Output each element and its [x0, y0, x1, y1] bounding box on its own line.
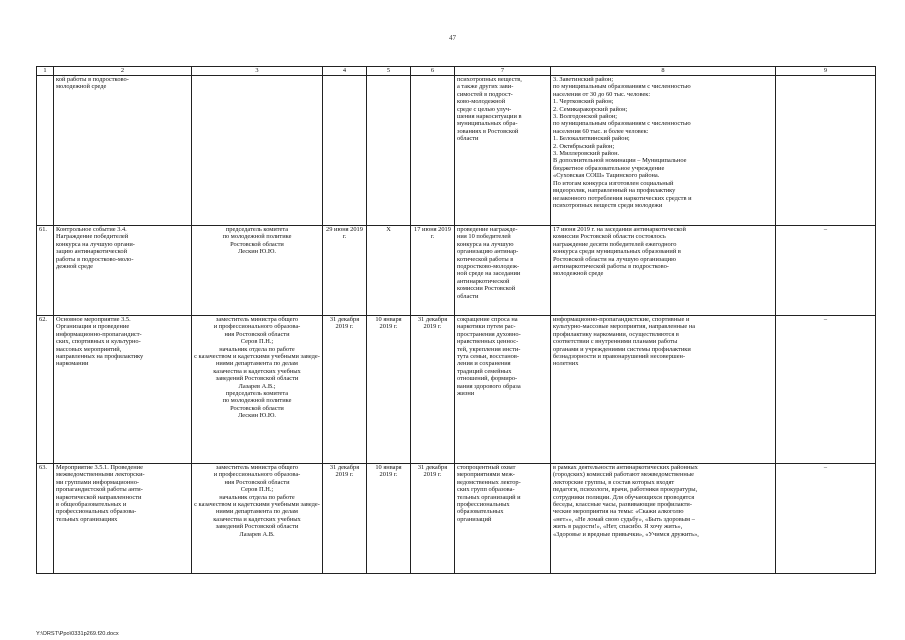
actual-result [551, 464, 776, 574]
responsible-person-line: председатель комитета [225, 226, 289, 233]
row-number: 62. [37, 316, 54, 464]
planned-result-line: области [457, 292, 479, 300]
column-header: 6 [411, 67, 455, 76]
table-row [37, 316, 876, 464]
responsible-person [192, 464, 323, 574]
actual-result [551, 76, 776, 226]
responsible-person-line: Ростовской области [230, 240, 284, 248]
responsible-person-line: по молодежной политике [222, 233, 292, 241]
actual-result-line: органами и учреждениями системы профилактики [553, 345, 691, 353]
actual-result-line: (городских) комиссий работают межведомственные [553, 471, 694, 479]
actual-result-line: награждение десяти победителей ежегодного [553, 240, 677, 248]
deviation-reason: – [776, 464, 876, 574]
event-name [54, 316, 192, 464]
planned-date [323, 76, 367, 226]
actual-result-line: по муниципальным образованиям с численностью [553, 83, 691, 91]
responsible-person [192, 316, 323, 464]
actual-result-line: бюджетное образовательное учреждение [553, 164, 665, 172]
row-number [37, 76, 54, 226]
event-name [54, 226, 192, 316]
event-name-line: межведомственными лекторски- [56, 471, 145, 479]
planned-result-line: сокращение спроса на [457, 316, 518, 323]
event-name-line: ми группами информационно- [56, 478, 140, 486]
responsible-person-line: Лескин Ю.Ю. [238, 412, 276, 420]
event-name-line: молодежной среде [56, 83, 107, 91]
actual-result-line: безнадзорности и правонарушений несовершен- [553, 353, 686, 361]
page-number: 47 [449, 34, 456, 42]
event-name [54, 76, 192, 226]
column-header: 3 [192, 67, 323, 76]
planned-result-line: муниципальных обра- [457, 120, 518, 128]
actual-result-line: конкурса среди муниципальных образований в [553, 248, 681, 256]
actual-result-line: сотрудники полиции. Для обучающихся проводятся [553, 493, 695, 501]
actual-result-line: психотропных веществ среди молодежи [553, 201, 663, 209]
event-name-line: массовых мероприятий, [56, 345, 122, 353]
actual-result-line: 3. Миллеровский район. [553, 150, 620, 158]
planned-result-line: пространения духовно- [457, 330, 521, 338]
event-name-line: в общеобразовательных и [56, 501, 127, 509]
actual-result-line: В дополнительной номинации – Муниципальное [553, 157, 687, 165]
column-header: 5 [367, 67, 411, 76]
actual-result-line: Ростовской области на лучшую организацию [553, 255, 676, 263]
actual-result-line: 17 июня 2019 г. на заседании антинаркотической [553, 226, 686, 233]
file-path-footer: Y:\ORST\Ppo\0331p269.f20.docx [36, 631, 119, 637]
planned-result-line: нравственных ценнос- [457, 338, 519, 346]
actual-result-line: 2. Октябрьский район; [553, 142, 615, 150]
event-name-line: информационно-пропагандист- [56, 330, 142, 338]
column-header: 1 [37, 67, 54, 76]
responsible-person-line: ниями департамента по делам [216, 508, 298, 516]
expected-date: 10 января 2019 г. [367, 464, 411, 574]
responsible-person-line: начальник отдела по работе [219, 345, 295, 353]
expected-date [367, 76, 411, 226]
actual-result-line: информационно-пропагандистские, спортивные и [553, 316, 690, 323]
deviation-reason: – [776, 226, 876, 316]
actual-result-line: соответствии с внутренними планами работы [553, 338, 678, 346]
event-name-line: работы в подростково-моло- [56, 255, 134, 263]
actual-result-line: 3. Заветинский район; [553, 76, 614, 83]
actual-result-line: ческие мероприятия на темы: «Скажи алкоголю [553, 508, 684, 516]
responsible-person-line: казачества и кадетских учебных [213, 515, 301, 523]
column-header: 8 [551, 67, 776, 76]
planned-result-line: мероприятиями меж- [457, 471, 515, 479]
actual-result-line: педагоги, психологи, врачи, работники прокуратуры, [553, 486, 698, 494]
responsible-person-line: Серов П.Н.; [240, 486, 274, 494]
planned-result-line: подростково-молодеж- [457, 263, 520, 271]
event-name-line: Основное мероприятие 3.5. [56, 316, 131, 323]
actual-result-line: жить в радости!», «Нет, спасибо. Я хочу жить», [553, 523, 683, 531]
expected-date: X [367, 226, 411, 316]
event-name-line: тельных организациях [56, 515, 118, 523]
responsible-person-line: с казачеством и кадетскими учебными заведе- [194, 501, 320, 509]
actual-result-line: «Суховская СОШ» Тацинского района. [553, 172, 660, 180]
event-name-line: Контрольное событие 3.4. [56, 226, 127, 233]
event-name-line: Награждение победителей [56, 233, 129, 241]
planned-result-line: а также других зави- [457, 83, 514, 91]
actual-result-line: незаконного потребления наркотических средств и [553, 194, 692, 202]
planned-result-line: образовательных [457, 508, 504, 516]
responsible-person-line: Лескин Ю.Ю. [238, 248, 276, 256]
planned-result-line: ведомственных лектор- [457, 478, 521, 486]
event-name-line: наркомании [56, 360, 89, 368]
table-row [37, 226, 876, 316]
actual-result-line: молодежной среде [553, 270, 604, 278]
actual-date: 31 декабря 2019 г. [411, 316, 455, 464]
planned-result-line: среде с целью улуч- [457, 105, 512, 113]
actual-date [411, 76, 455, 226]
responsible-person-line: начальник отдела по работе [219, 493, 295, 501]
planned-result-line: ления и сохранения [457, 360, 511, 368]
planned-result-line: ских групп образова- [457, 486, 515, 494]
table-row [37, 464, 876, 574]
event-name-line: ских, спортивных и культурно- [56, 338, 141, 346]
responsible-person-line: и профессионального образова- [213, 323, 301, 331]
planned-result-line: традиций семейных [457, 367, 512, 375]
actual-result-line: населения 60 тыс. и более человек: [553, 127, 649, 135]
responsible-person-line: ния Ростовской области [224, 330, 290, 338]
column-header: 2 [54, 67, 192, 76]
planned-result [455, 316, 551, 464]
planned-result-line: котической работы в [457, 255, 514, 263]
planned-result-line: тей, укрепления инсти- [457, 345, 521, 353]
planned-result-line: симостей в подрост- [457, 90, 513, 98]
planned-result-line: тельных организаций и [457, 493, 521, 501]
event-name-line: профессиональных образова- [56, 508, 137, 516]
actual-result [551, 316, 776, 464]
responsible-person-line: Серов П.Н.; [240, 338, 274, 346]
planned-result-line: профессиональных [457, 501, 510, 509]
responsible-person-line: по молодежной политике [222, 397, 292, 405]
responsible-person-line: Лазарев А.В.; [238, 382, 276, 390]
actual-result [551, 226, 776, 316]
event-name-line: наркотической направленности [56, 493, 142, 501]
planned-date: 31 декабря 2019 г. [323, 316, 367, 464]
event-name-line: дежной среде [56, 263, 94, 271]
responsible-person-line: с казачеством и кадетскими учебными заведе- [194, 353, 320, 361]
planned-result-line: шения наркоситуации в [457, 113, 522, 121]
planned-result-line: антинаркотической [457, 277, 510, 285]
planned-result-line: комиссии Ростовской [457, 285, 516, 293]
actual-result-line: 1. Чертковский район; [553, 98, 614, 106]
responsible-person-line: председатель комитета [225, 390, 289, 398]
planned-result-line: тута семьи, восстанов- [457, 353, 520, 361]
planned-result-line: ково-молодежной [457, 98, 506, 106]
event-name-line: направленных на профилактику [56, 353, 144, 361]
responsible-person [192, 226, 323, 316]
responsible-person-line: заместитель министра общего [215, 316, 299, 323]
event-name-line: зацию антинаркотической [56, 248, 128, 256]
responsible-person-line: Ростовской области [230, 404, 284, 412]
column-header: 9 [776, 67, 876, 76]
actual-result-line: населения от 30 до 60 тыс. человек: [553, 90, 651, 98]
actual-result-line: 3. Волгодонской район; [553, 113, 617, 121]
table-header-row [37, 67, 876, 76]
planned-result-line: области [457, 135, 479, 143]
actual-result-line: лекторские группы, в состав которых входят [553, 478, 675, 486]
planned-result-line: организаций [457, 515, 492, 523]
planned-result [455, 76, 551, 226]
planned-result-line: конкурса на лучшую [457, 240, 514, 248]
column-header: 4 [323, 67, 367, 76]
column-header: 7 [455, 67, 551, 76]
event-name-line: конкурса на лучшую органи- [56, 240, 135, 248]
actual-result-line: в рамках деятельности антинаркотических районных [553, 464, 698, 471]
actual-result-line: антинаркотической работы в подростково- [553, 263, 669, 271]
actual-result-line: 2. Семикаракорский район; [553, 105, 628, 113]
actual-result-line: нолетних [553, 360, 579, 368]
responsible-person-line: и профессионального образова- [213, 471, 301, 479]
responsible-person-line: ния Ростовской области [224, 478, 290, 486]
responsible-person-line: заведений Ростовской области [215, 523, 299, 531]
actual-result-line: по муниципальным образованиям с численностью [553, 120, 691, 128]
expected-date: 10 января 2019 г. [367, 316, 411, 464]
responsible-person-line: казачества и кадетских учебных [213, 367, 301, 375]
planned-result-line: стопроцентный охват [457, 464, 516, 471]
actual-result-line: комиссии Ростовской области состоялось [553, 233, 666, 241]
actual-result-line: видеоролик, направленный на профилактику [553, 187, 676, 195]
actual-result-line: профилактику наркомании, осуществляются в [553, 330, 679, 338]
report-table [36, 66, 876, 574]
planned-result-line: ния 10 победителей [457, 233, 511, 241]
responsible-person-line: заведений Ростовской области [215, 375, 299, 383]
responsible-person [192, 76, 323, 226]
event-name-line: Мероприятие 3.5.1. Проведение [56, 464, 143, 471]
actual-result-line: По итогам конкурса изготовлен социальный [553, 179, 674, 187]
planned-result-line: наркотики путем рас- [457, 323, 516, 331]
planned-result-line: жизни [457, 390, 475, 398]
planned-result-line: зованиях в Ростовской [457, 127, 519, 135]
event-name [54, 464, 192, 574]
table-row [37, 76, 876, 226]
planned-result-line: отношений, формиро- [457, 375, 518, 383]
actual-result-line: «нет»», «Не ломай свою судьбу», «Быть здоровым – [553, 515, 695, 523]
actual-date: 17 июня 2019 г. [411, 226, 455, 316]
actual-result-line: культурно-массовые мероприятия, направленные на [553, 323, 696, 331]
planned-result-line: ной среде на заседании [457, 270, 521, 278]
responsible-person-line: заместитель министра общего [215, 464, 299, 471]
planned-result [455, 464, 551, 574]
actual-result-line: 1. Белокалитвинский район; [553, 135, 630, 143]
planned-result-line: организацию антинар- [457, 248, 519, 256]
event-name-line: Организация и проведение [56, 323, 130, 331]
row-number: 61. [37, 226, 54, 316]
deviation-reason [776, 76, 876, 226]
planned-result-line: психотропных веществ, [457, 76, 522, 83]
row-number: 63. [37, 464, 54, 574]
actual-date: 31 декабря 2019 г. [411, 464, 455, 574]
event-name-line: кой работы в подростково- [56, 76, 129, 83]
planned-result-line: вания здорового образа [457, 382, 521, 390]
deviation-reason: – [776, 316, 876, 464]
planned-result-line: проведение награжде- [457, 226, 518, 233]
responsible-person-line: Лазарев А.В. [239, 530, 275, 538]
planned-date: 29 июня 2019 г. [323, 226, 367, 316]
responsible-person-line: ниями департамента по делам [216, 360, 298, 368]
planned-result [455, 226, 551, 316]
actual-result-line: «Здоровье и вредные привычки», «Учимся дружить», [553, 530, 699, 538]
event-name-line: пропагандистской работы анти- [56, 486, 143, 494]
actual-result-line: беседы, классные часы, развивающие профилакти- [553, 501, 692, 509]
planned-date: 31 декабря 2019 г. [323, 464, 367, 574]
